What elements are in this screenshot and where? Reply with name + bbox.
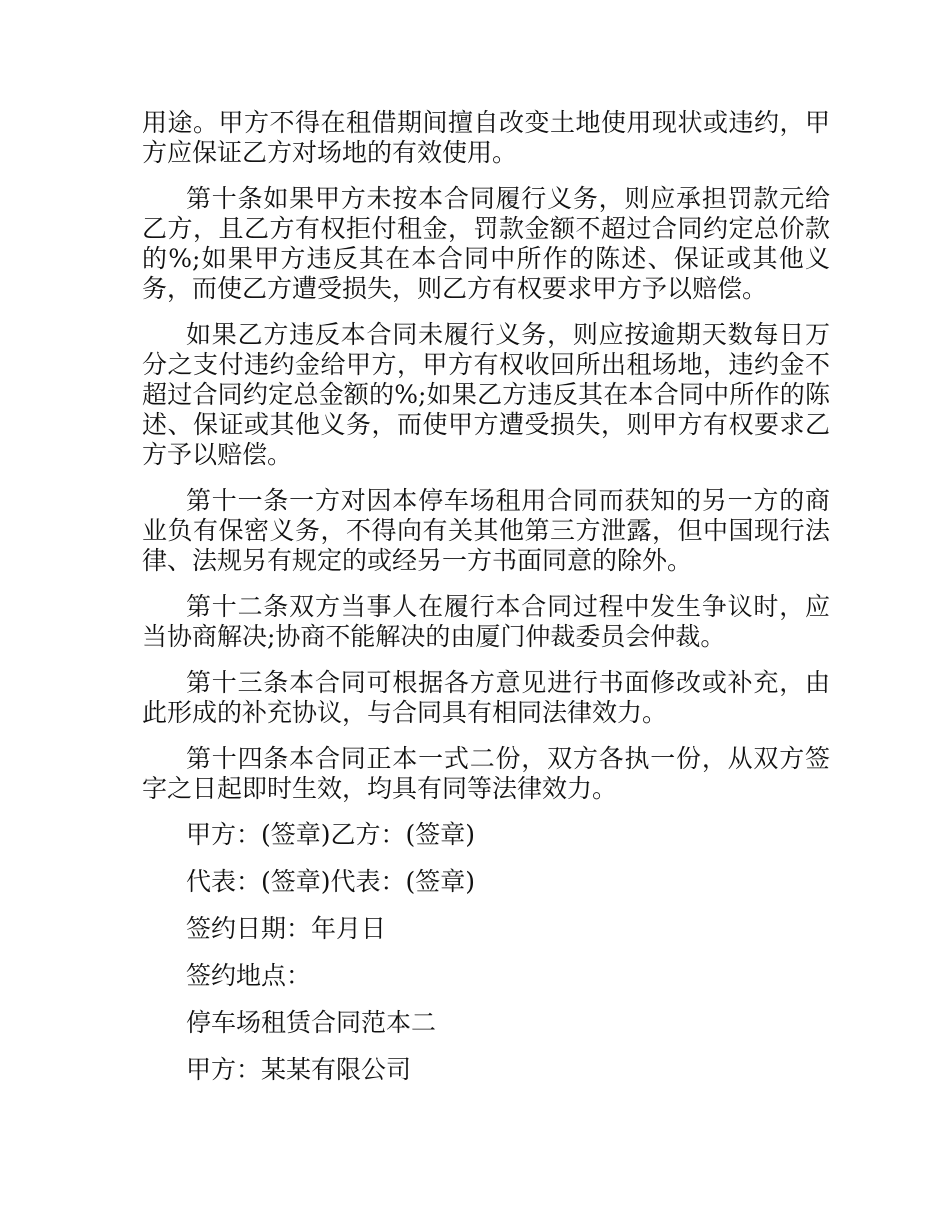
paragraph-party-b-breach: 如果乙方违反本合同未履行义务，则应按逾期天数每日万分之支付违约金给甲方，甲方有权收回所出租场地，违约金不超过合同约定总金额的%;如果乙方违反其在本合同中所作的陈述、保证或其他义务，而使甲方遭受损失，则甲方有权要求乙方予以赔偿。	[142, 320, 830, 469]
paragraph-article-13: 第十三条本合同可根据各方意见进行书面修改或补充，由此形成的补充协议，与合同具有相同法律效力。	[142, 668, 830, 727]
paragraph-article-10: 第十条如果甲方未按本合同履行义务，则应承担罚款元给乙方，且乙方有权拒付租金，罚款金额不超过合同约定总价款的%;如果甲方违反其在本合同中所作的陈述、保证或其他义务，而使乙方遭受损失，则乙方有权要求甲方予以赔偿。	[142, 184, 830, 303]
signature-line-representatives: 代表：(签章)代表：(签章)	[186, 867, 476, 896]
paragraph-article-12: 第十二条双方当事人在履行本合同过程中发生争议时，应当协商解决;协商不能解决的由厦门仲裁委员会仲裁。	[142, 592, 830, 651]
party-a-line: 甲方：某某有限公司	[186, 1055, 412, 1084]
signature-line-parties: 甲方：(签章)乙方：(签章)	[186, 820, 476, 849]
template-two-heading: 停车场租赁合同范本二	[186, 1008, 437, 1037]
paragraph-continuation: 用途。甲方不得在租借期间擅自改变土地使用现状或违约，甲方应保证乙方对场地的有效使用。	[142, 108, 830, 167]
paragraph-article-14: 第十四条本合同正本一式二份，双方各执一份，从双方签字之日起即时生效，均具有同等法律效力。	[142, 744, 830, 803]
signing-place-line: 签约地点：	[186, 961, 312, 990]
paragraph-article-11: 第十一条一方对因本停车场租用合同而获知的另一方的商业负有保密义务，不得向有关其他第三方泄露，但中国现行法律、法规另有规定的或经另一方书面同意的除外。	[142, 486, 830, 575]
signing-date-line: 签约日期：年月日	[186, 914, 387, 943]
